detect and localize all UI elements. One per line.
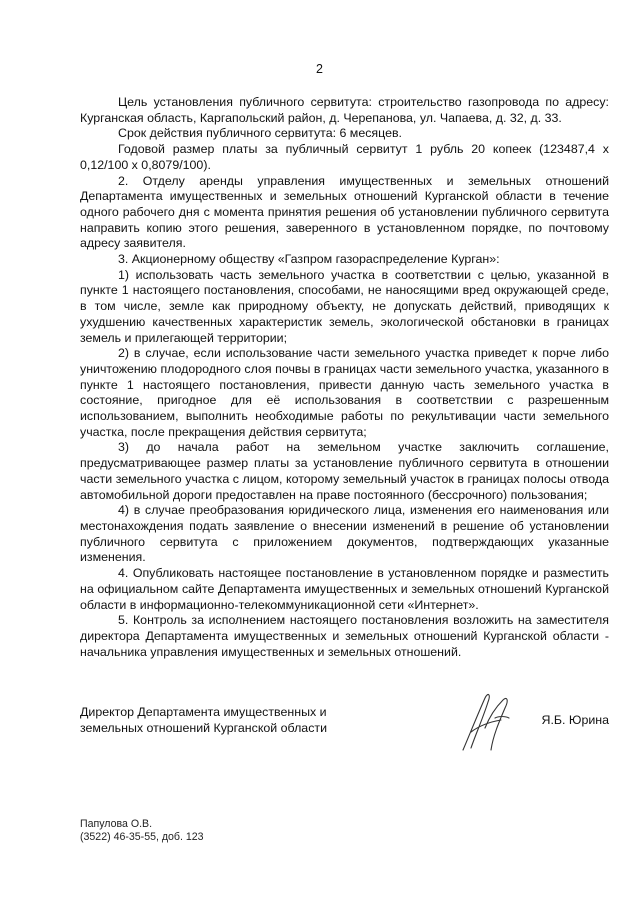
paragraph-item-3-4: 4) в случае преобразования юридического лица, изменения его наименования или местонахождения подать заявление о внесении изменений в решение об установлении публичного сервитута с приложением документов, подтверждающих указанные изменения.: [80, 503, 609, 565]
executor-name: Папулова О.В.: [80, 818, 153, 830]
paragraph-item-4: 4. Опубликовать настоящее постановление в установленном порядке и разместить на официальном сайте Департамента имущественных и земельных отношений Курганской области в информационно-телекоммуникационной сети «Интернет».: [80, 566, 609, 612]
paragraph-item-3-1: 1) использовать часть земельного участка в соответствии с целью, указанной в пункте 1 настоящего постановления, способами, не наносящими вред окружающей среде, в том числе, земле как природному объекту, не допускать действий, приводящих к ухудшению качественных характеристик земель, экологической обстановки в границах земель и прилегающей территории;: [80, 267, 609, 345]
page-number: 2: [316, 62, 323, 76]
paragraph-item-3: 3. Акционерному обществу «Газпром газораспределение Курган»:: [118, 252, 500, 267]
document-body: [80, 95, 609, 660]
paragraph-fee: Годовой размер платы за публичный сервитут 1 рубль 20 копеек (123487,4 х 0,12/100 х 0,8079/100).: [80, 142, 609, 172]
signatory-title: Директор Департамента имущественных и земельных отношений Курганской области: [80, 705, 327, 735]
signatory-name: Я.Б. Юрина: [541, 713, 609, 727]
executor-info: [80, 818, 204, 844]
executor-phone: (3522) 46-35-55, доб. 123: [80, 831, 204, 843]
paragraph-item-2: 2. Отделу аренды управления имущественных и земельных отношений Департамента имущественных и земельных отношений Курганской области в течение одного рабочего дня с момента принятия решения об установлении публичного сервитута направить копию этого решения, заверенного в установленном порядке, по почтовому адресу заявителя.: [80, 173, 609, 251]
paragraph-term: Срок действия публичного сервитута: 6 месяцев.: [118, 126, 402, 141]
signature-block: [80, 705, 609, 755]
handwritten-signature: [455, 688, 515, 758]
paragraph-item-3-3: 3) до начала работ на земельном участке заключить соглашение, предусматривающее размер платы за установление публичного сервитута в отношении части земельного участка с лицом, которому земельный участок в границах полосы отвода автомобильной дороги предоставлен на праве постоянного (бессрочного) пользования;: [80, 440, 609, 502]
paragraph-item-5: 5. Контроль за исполнением настоящего постановления возложить на заместителя директора Департамента имущественных и земельных отношений Курганской области - начальника управления имущественных и земельных отношений.: [80, 613, 609, 659]
paragraph-item-3-2: 2) в случае, если использование части земельного участка приведет к порче либо уничтожению плодородного слоя почвы в границах части земельного участка, указанного в пункте 1 настоящего постановления, привести данную часть земельного участка в состояние, пригодное для её использования в соответствии с разрешенным использованием, выполнить необходимые работы по рекультивации части земельного участка, после прекращения действия сервитута;: [80, 346, 609, 439]
paragraph-purpose: Цель установления публичного сервитута: строительство газопровода по адресу: Курганская область, Каргапольский район, д. Черепанова, ул. Чапаева, д. 32, д. 33.: [80, 95, 609, 125]
